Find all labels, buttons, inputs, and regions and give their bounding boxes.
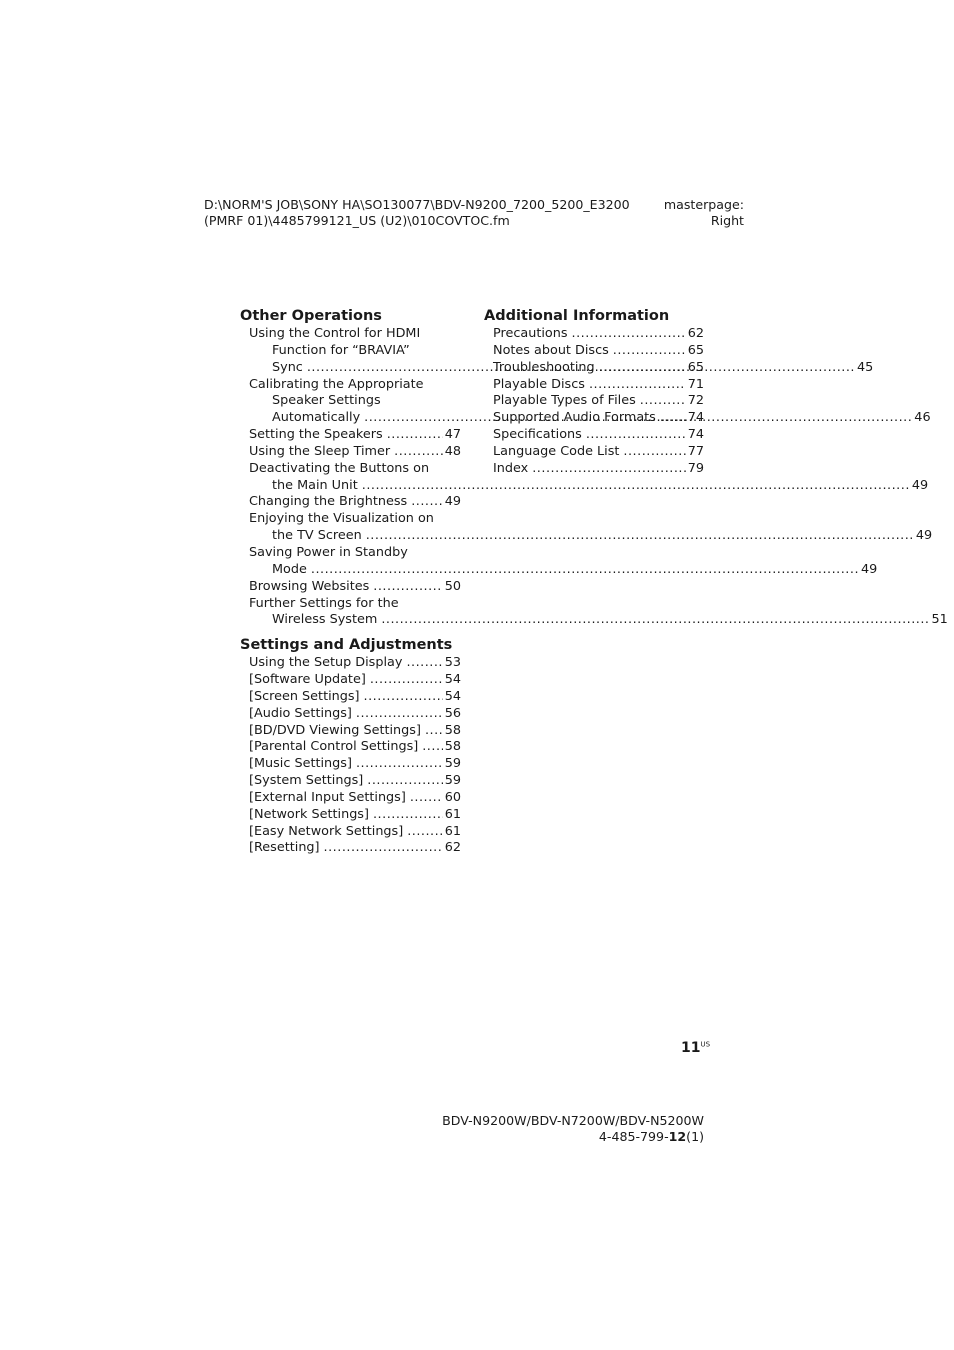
toc-entry-page: 61 <box>444 806 461 822</box>
toc-entry-last-line <box>249 773 461 790</box>
toc-entry-last-line <box>249 579 461 596</box>
toc-entry <box>240 544 878 579</box>
toc-entry <box>240 511 933 545</box>
toc-entry-page: 59 <box>444 756 461 772</box>
dot-leader <box>356 756 443 773</box>
masterpage-value: Right <box>710 213 744 228</box>
toc-entry-last-line <box>249 494 461 511</box>
toc-entry-last-line <box>249 790 461 807</box>
toc-entry-title: Mode <box>272 561 307 577</box>
toc-entry-title: [System Settings] <box>249 773 364 789</box>
toc-entry <box>484 326 704 343</box>
toc-entry-title: Using the Sleep Timer <box>249 443 391 459</box>
toc-entry <box>484 427 704 444</box>
dot-leader <box>367 773 442 790</box>
file-path-line-2: (PMRF 01)\4485799121_US (U2)\010COVTOC.fm <box>204 213 510 228</box>
toc-entry-last-line <box>249 528 933 545</box>
toc-entry-page: 58 <box>444 722 461 738</box>
toc-entry-page: 46 <box>914 410 931 426</box>
toc-entry-page: 54 <box>444 688 461 704</box>
dot-leader <box>422 739 442 756</box>
toc-entry-page: 60 <box>444 789 461 805</box>
dot-leader <box>356 706 443 723</box>
toc-entry-title: [Audio Settings] <box>249 705 352 721</box>
toc-entry-page: 65 <box>687 342 704 358</box>
page-number <box>681 1040 710 1056</box>
file-path-header <box>204 197 644 229</box>
toc-entry-text-line: Function for “BRAVIA” <box>272 342 410 358</box>
dot-leader <box>373 807 443 824</box>
toc-entry-title: [Parental Control Settings] <box>249 739 419 755</box>
footer-models: BDV-N9200W/BDV-N7200W/BDV-N5200W <box>442 1113 704 1128</box>
toc-entry-last-line <box>493 377 704 394</box>
dot-leader <box>364 689 443 706</box>
toc-entry <box>484 393 704 410</box>
toc-entry-last-line <box>249 689 461 706</box>
toc-entry-last-line <box>249 723 461 740</box>
toc-entry-title: Index <box>493 460 529 476</box>
toc-entry <box>240 723 461 740</box>
toc-entry <box>240 773 461 790</box>
section-title-settings-and-adjustments: Settings and Adjustments <box>240 637 453 654</box>
toc-entry-page: 59 <box>444 773 461 789</box>
toc-entry-title: Using the Setup Display <box>249 655 403 671</box>
toc-entry <box>240 494 461 511</box>
toc-entry-last-line <box>493 410 704 427</box>
toc-entry-title: Automatically <box>272 410 361 426</box>
toc-entry-last-line <box>249 706 461 723</box>
toc-entry-title: Language Code List <box>493 443 620 459</box>
toc-entry-page: 72 <box>687 393 704 409</box>
toc-entry <box>484 410 704 427</box>
toc-entry-last-line <box>249 756 461 773</box>
dot-leader <box>362 478 910 493</box>
toc-entry <box>240 756 461 773</box>
toc-entry-title: [Network Settings] <box>249 806 369 822</box>
toc-entry-page: 45 <box>856 359 874 375</box>
toc-entry-last-line <box>493 360 704 377</box>
section-title-additional-information: Additional Information <box>484 308 670 324</box>
toc-entry-title: [Software Update] <box>249 672 366 688</box>
toc-entry <box>484 444 704 461</box>
toc-list-additional-information <box>484 326 704 478</box>
toc-entry-last-line <box>493 343 704 360</box>
toc-entry-last-line <box>249 477 929 495</box>
toc-entry-last-line <box>493 393 704 410</box>
toc-entry-page: 61 <box>444 823 461 839</box>
dot-leader <box>572 326 686 343</box>
toc-entry-page: 48 <box>444 443 461 459</box>
toc-entry <box>240 595 948 630</box>
toc-entry-title: Notes about Discs <box>493 342 609 358</box>
toc-entry-text-line: Deactivating the Buttons on <box>249 460 430 476</box>
toc-entry <box>240 427 461 444</box>
toc-entry <box>240 807 461 824</box>
dot-leader <box>381 612 929 627</box>
dot-leader <box>370 672 443 689</box>
toc-entry-page: 49 <box>444 494 461 510</box>
dot-leader <box>660 410 686 427</box>
toc-entry <box>240 840 461 857</box>
toc-entry-last-line <box>249 840 461 857</box>
toc-entry <box>240 706 461 723</box>
toc-entry <box>484 377 704 394</box>
toc-entry <box>240 672 461 689</box>
toc-entry-text-line: Speaker Settings <box>272 393 381 409</box>
dot-leader <box>589 377 686 394</box>
dot-leader <box>406 655 442 672</box>
toc-entry-page: 47 <box>444 427 461 443</box>
dot-leader <box>425 723 443 740</box>
toc-entry-text-line: Calibrating the Appropriate <box>249 376 424 392</box>
toc-entry <box>484 343 704 360</box>
dot-leader <box>613 343 686 360</box>
footer-code-bold: 12 <box>668 1129 687 1144</box>
dot-leader <box>410 790 443 807</box>
toc-entry-last-line <box>249 739 461 756</box>
toc-entry-last-line <box>249 824 461 841</box>
dot-leader <box>366 528 914 543</box>
toc-entry-text-line: Using the Control for HDMI <box>249 326 421 341</box>
toc-entry-page: 62 <box>444 840 461 856</box>
masterpage-label: masterpage: <box>663 197 744 212</box>
dot-leader <box>387 427 443 444</box>
toc-entry-title: Troubleshooting <box>493 359 595 375</box>
toc-entry-title: Specifications <box>493 427 582 443</box>
toc-entry-page: 56 <box>444 705 461 721</box>
toc-entry-last-line <box>249 427 461 444</box>
toc-entry-page: 49 <box>911 477 929 493</box>
toc-entry <box>240 739 461 756</box>
toc-entry-last-line <box>249 655 461 672</box>
toc-entry-page: 77 <box>687 443 704 459</box>
toc-entry-page: 50 <box>444 578 461 594</box>
dot-leader <box>411 494 442 511</box>
dot-leader <box>407 824 442 841</box>
toc-entry <box>240 655 461 672</box>
toc-entry-title: [External Input Settings] <box>249 789 406 805</box>
masterpage-header <box>664 197 744 229</box>
dot-leader <box>640 393 686 410</box>
toc-entry-page: 62 <box>687 326 704 341</box>
dot-leader <box>373 579 442 596</box>
toc-entry-last-line <box>249 807 461 824</box>
toc-entry-page: 65 <box>687 359 704 375</box>
toc-entry-last-line <box>493 326 704 343</box>
page-number-value: 11 <box>681 1040 701 1056</box>
toc-entry-page: 58 <box>444 739 461 755</box>
file-path-line-1: D:\NORM'S JOB\SONY HA\SO130077\BDV-N9200_7200_5200_E3200 <box>204 197 630 212</box>
toc-entry-title: [Resetting] <box>249 840 320 856</box>
footer-code <box>442 1129 704 1145</box>
toc-entry-title: the TV Screen <box>272 528 362 544</box>
toc-entry <box>484 360 704 377</box>
toc-entry <box>484 461 704 478</box>
toc-entry-title: [BD/DVD Viewing Settings] <box>249 722 421 738</box>
toc-entry-last-line <box>249 612 948 629</box>
toc-entry-page: 53 <box>444 655 461 671</box>
toc-entry-last-line <box>493 427 704 444</box>
toc-entry-title: Supported Audio Formats <box>493 410 656 426</box>
dot-leader <box>599 360 686 377</box>
dot-leader <box>394 444 443 461</box>
toc-entry-title: [Music Settings] <box>249 756 352 772</box>
toc-entry-last-line <box>249 444 461 461</box>
toc-entry-title: Browsing Websites <box>249 578 370 594</box>
toc-entry <box>240 689 461 706</box>
footer-code-prefix: 4-485-799- <box>598 1129 669 1144</box>
toc-entry-last-line <box>493 461 704 478</box>
toc-entry <box>240 824 461 841</box>
toc-entry <box>240 579 461 596</box>
section-title-other-operations: Other Operations <box>240 308 382 324</box>
dot-leader <box>532 461 685 478</box>
footer <box>442 1113 704 1145</box>
toc-entry-title: Precautions <box>493 326 568 341</box>
toc-entry <box>240 790 461 807</box>
toc-entry-title: Changing the Brightness <box>249 494 408 510</box>
toc-right-column <box>484 306 704 478</box>
toc-entry-title: Wireless System <box>272 612 378 628</box>
toc-entry <box>240 444 461 461</box>
toc-entry-title: Setting the Speakers <box>249 427 383 443</box>
dot-leader <box>586 427 686 444</box>
toc-entry-page: 79 <box>687 460 704 476</box>
toc-entry-page: 71 <box>687 376 704 392</box>
toc-entry-text-line: Saving Power in Standby <box>249 544 408 560</box>
toc-entry-title: Playable Discs <box>493 376 585 392</box>
toc-entry-page: 49 <box>861 561 878 577</box>
toc-list-settings-and-adjustments <box>240 655 461 857</box>
toc-entry-title: the Main Unit <box>272 477 358 493</box>
toc-entry-text-line: Enjoying the Visualization on <box>249 511 434 527</box>
toc-entry-title: [Screen Settings] <box>249 688 360 704</box>
toc-entry-page: 54 <box>444 672 461 688</box>
toc-entry-text-line: Further Settings for the <box>249 595 399 611</box>
page-number-suffix: US <box>700 1040 711 1049</box>
toc-entry-page: 74 <box>687 410 704 426</box>
toc-entry-last-line <box>249 561 878 579</box>
toc-entry-title: [Easy Network Settings] <box>249 823 404 839</box>
dot-leader <box>311 562 859 577</box>
toc-entry-title: Sync <box>272 359 303 375</box>
toc-entry-page: 51 <box>931 612 948 628</box>
toc-entry-last-line <box>493 444 704 461</box>
dot-leader <box>324 840 443 857</box>
footer-code-suffix: (1) <box>686 1129 704 1144</box>
toc-entry-page: 49 <box>915 528 933 544</box>
toc-entry-page: 74 <box>687 427 704 443</box>
toc-entry-title: Playable Types of Files <box>493 393 636 409</box>
toc-entry-last-line <box>249 672 461 689</box>
dot-leader <box>623 444 685 461</box>
